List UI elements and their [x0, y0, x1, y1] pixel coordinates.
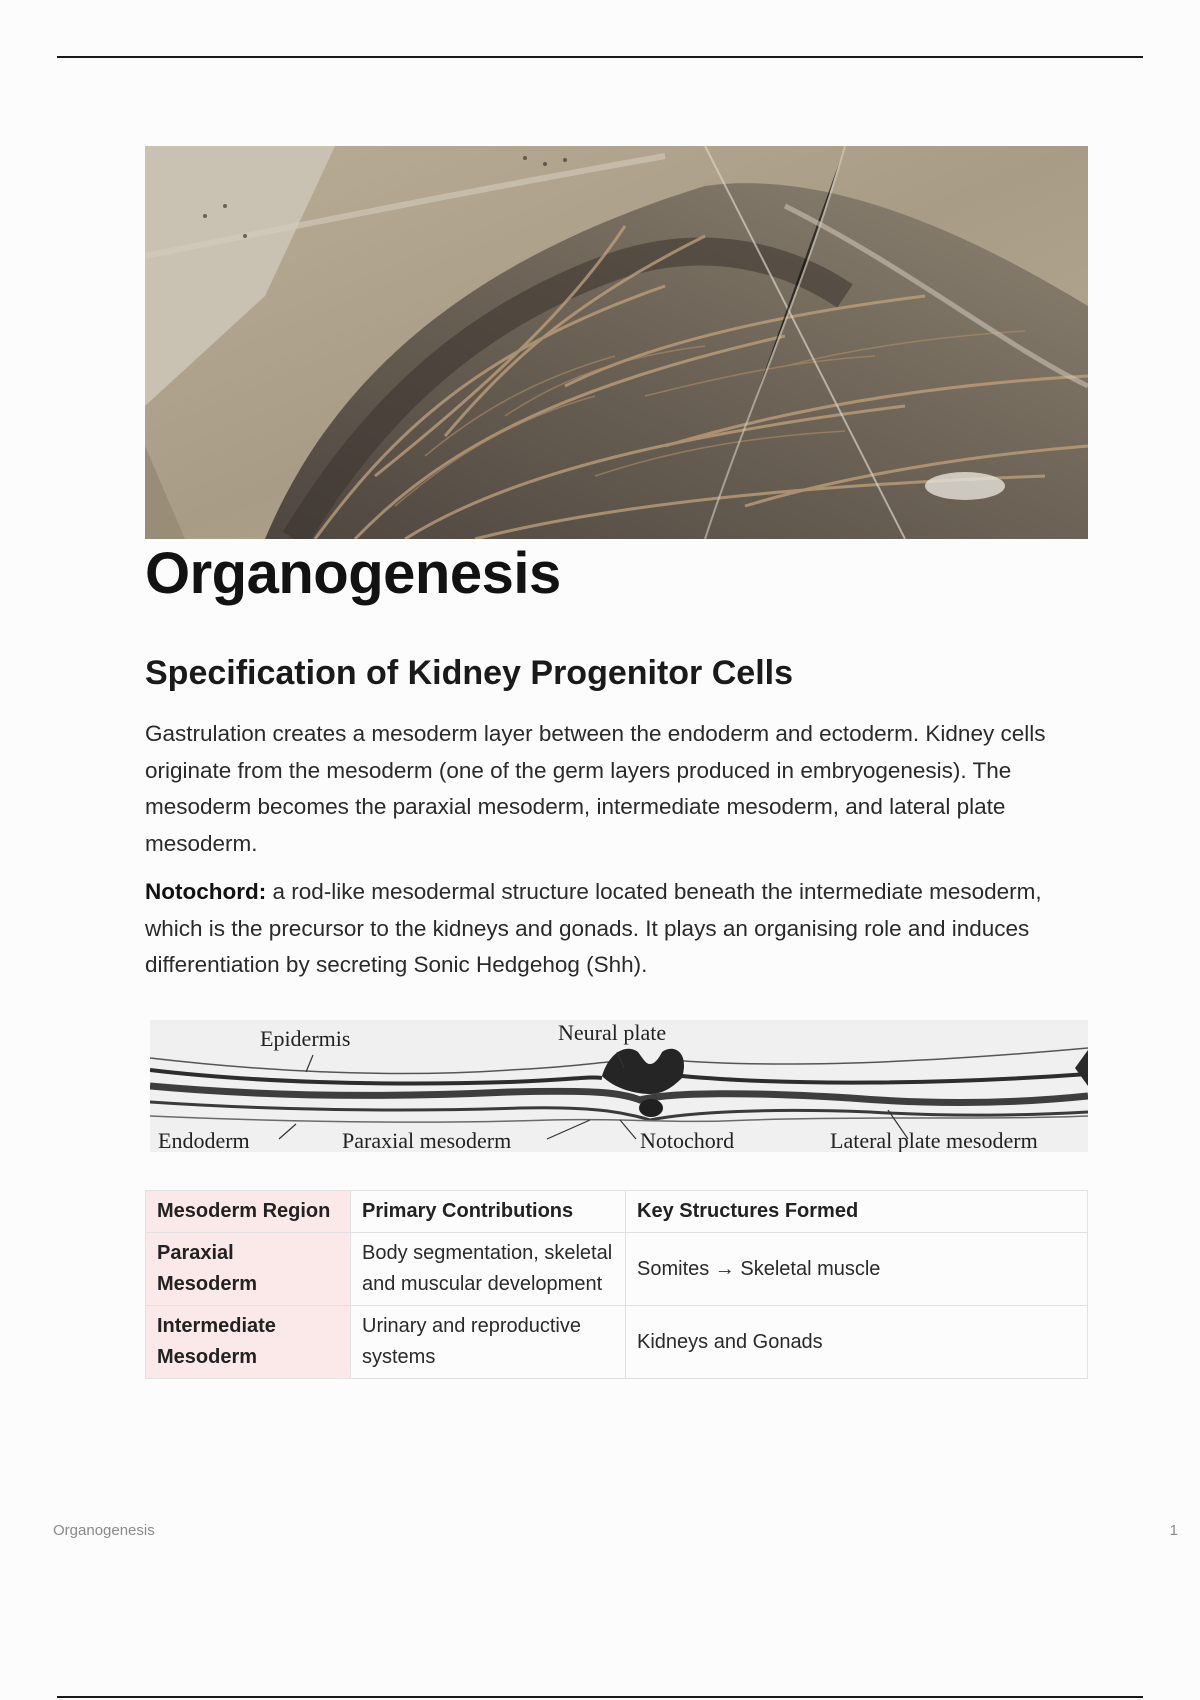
notochord-definition: a rod-like mesodermal structure located beneath the intermediate mesoderm, which is the precursor to the kidneys and gonads. It plays an organising role and induces differentiation by secreting Sonic Hedgehog (Shh). — [145, 879, 1042, 977]
bottom-rule — [57, 1696, 1143, 1698]
table-header-cell: Key Structures Formed — [626, 1191, 1088, 1233]
table-cell: Urinary and reproductive systems — [351, 1306, 626, 1379]
table-cell: Body segmentation, skeletal and muscular development — [351, 1233, 626, 1306]
table-header-cell: Primary Contributions — [351, 1191, 626, 1233]
label-epidermis: Epidermis — [260, 1026, 351, 1051]
intro-paragraph: Gastrulation creates a mesoderm layer between the endoderm and ectoderm. Kidney cells originate from the mesoderm (one of the germ layers produced in embryogenesis). The mesoderm becomes the paraxial mesoderm, intermediate mesoderm, and lateral plate mesoderm. — [145, 721, 1046, 856]
mesoderm-table — [145, 1190, 1088, 1379]
table-row — [146, 1306, 1088, 1379]
page-title: Organogenesis — [145, 541, 561, 606]
label-lateral-plate-mesoderm: Lateral plate mesoderm — [830, 1128, 1038, 1152]
footer-document-title: Organogenesis — [53, 1522, 155, 1539]
label-endoderm: Endoderm — [158, 1128, 250, 1152]
notochord-paragraph — [145, 874, 1080, 984]
table-cell: Kidneys and Gonads — [626, 1306, 1088, 1379]
label-notochord: Notochord — [640, 1128, 735, 1152]
label-paraxial-mesoderm: Paraxial mesoderm — [342, 1128, 512, 1152]
table-header-row — [146, 1191, 1088, 1233]
footer-page-number: 1 — [1169, 1522, 1178, 1539]
label-neural-plate: Neural plate — [558, 1020, 667, 1045]
table-row — [146, 1233, 1088, 1306]
section-heading: Specification of Kidney Progenitor Cells — [145, 654, 793, 692]
embryo-cross-section-diagram — [150, 1020, 1088, 1152]
cover-image — [145, 146, 1088, 539]
top-rule — [57, 56, 1143, 58]
table-cell: Somites → Skeletal muscle — [626, 1233, 1088, 1306]
table-row-header: Intermediate Mesoderm — [146, 1306, 351, 1379]
table-header-cell: Mesoderm Region — [146, 1191, 351, 1233]
table-row-header: Paraxial Mesoderm — [146, 1233, 351, 1306]
notochord-term: Notochord: — [145, 879, 267, 904]
